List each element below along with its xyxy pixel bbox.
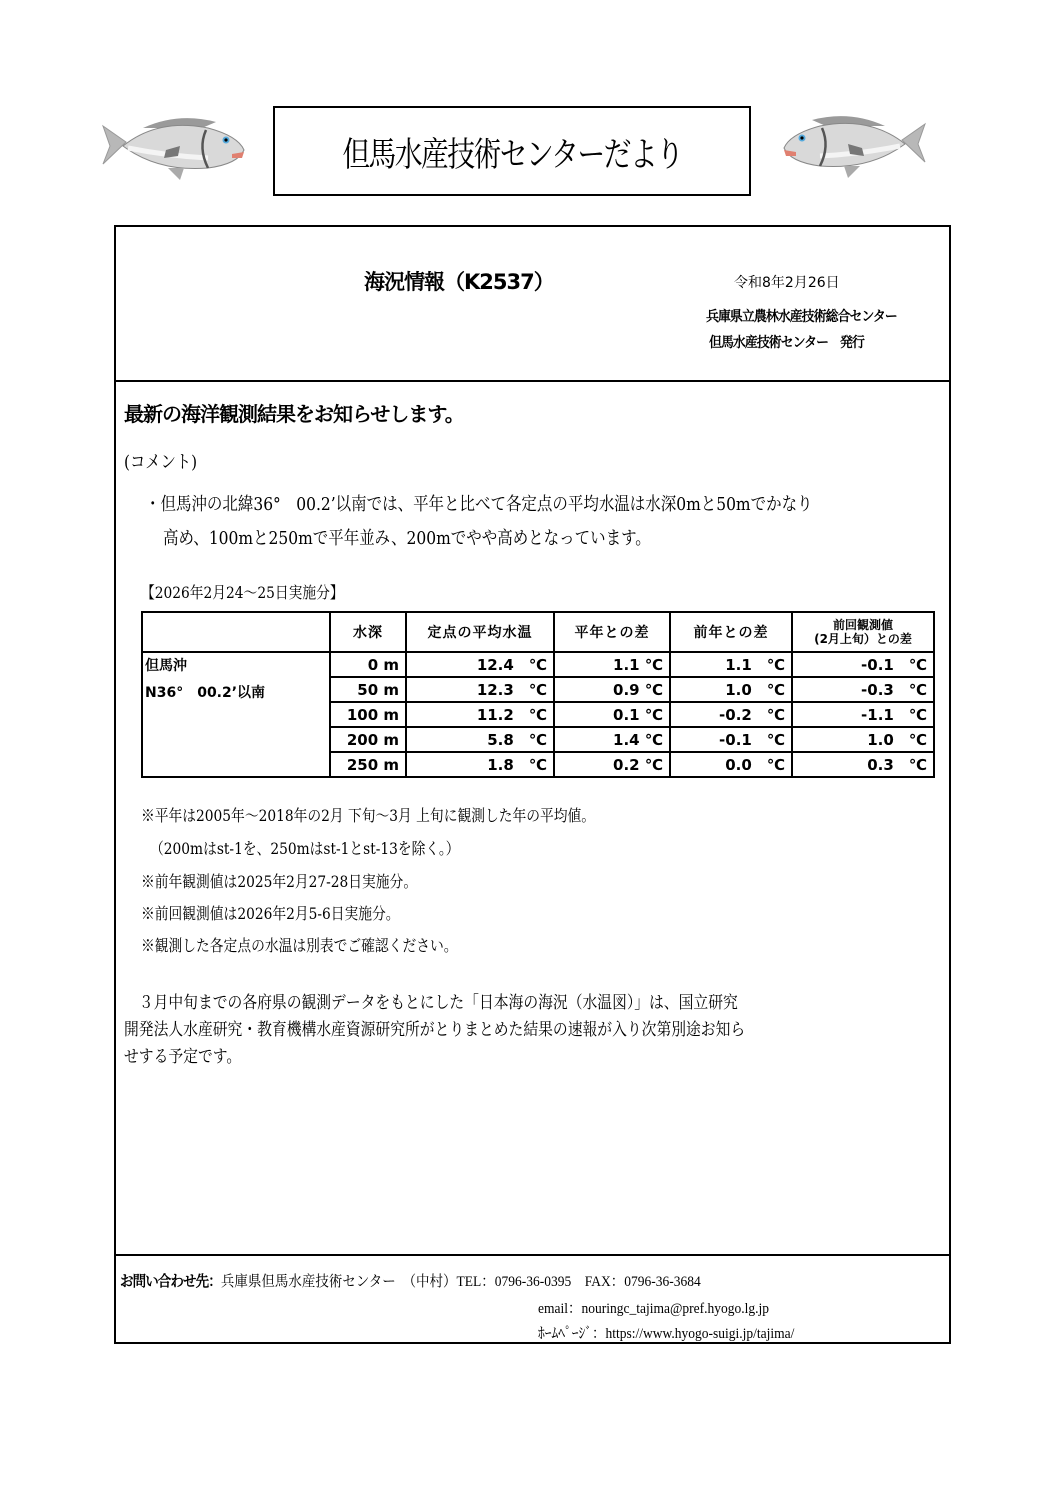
note-see-table: ※観測した各定点の水温は別表でご確認ください。	[141, 936, 458, 955]
depth-cell: 50 m	[330, 677, 406, 702]
paragraph-line-2: 開発法人水産研究・教育機構水産資源研究所がとりまとめた結果の速報が入り次第別途お知ら	[124, 1020, 746, 1040]
issuer-line-2: 但馬水産技術センター 発行	[709, 335, 864, 351]
vs-last-year-cell: 1.1 ℃	[670, 652, 792, 677]
header-vs-previous	[792, 612, 934, 652]
fish-icon-left	[98, 106, 248, 186]
vs-previous-cell: -0.3 ℃	[792, 677, 934, 702]
comment-text-line-2: 高め、100mと250mで平年並み、200mでやや高めとなっています。	[163, 528, 651, 549]
table-row	[142, 652, 934, 677]
comment-label: (コメント)	[124, 452, 198, 473]
observation-table	[141, 611, 935, 778]
fish-icon-right	[780, 104, 930, 184]
contact-label: お問い合わせ先：	[120, 1272, 221, 1290]
depth-cell: 100 m	[330, 702, 406, 727]
header-mean-temp: 定点の平均水温	[406, 612, 554, 652]
issuer-line-1: 兵庫県立農林水産技術総合センター	[706, 309, 897, 325]
header-depth: 水深	[330, 612, 406, 652]
newsletter-title-box	[273, 106, 751, 196]
lead-heading: 最新の海洋観測結果をお知らせします。	[124, 402, 464, 426]
mean-temp-cell: 1.8 ℃	[406, 752, 554, 777]
vs-normal-cell: 1.1 ℃	[554, 652, 670, 677]
note-last-year: ※前年観測値は2025年2月27-28日実施分。	[141, 872, 418, 891]
note-exclusions: （200mはst-1を、250mはst-1とst-13を除く。）	[150, 839, 460, 858]
area-latitude: N36° 00.2’以南	[145, 685, 266, 701]
header-area	[142, 612, 330, 652]
mean-temp-cell: 5.8 ℃	[406, 727, 554, 752]
depth-cell: 200 m	[330, 727, 406, 752]
vs-last-year-cell: -0.2 ℃	[670, 702, 792, 727]
contact-email[interactable]: email：nouringc_tajima@pref.hyogo.lg.jp	[538, 1301, 770, 1317]
vs-last-year-cell: 0.0 ℃	[670, 752, 792, 777]
vs-previous-cell: -0.1 ℃	[792, 652, 934, 677]
vs-last-year-cell: 1.0 ℃	[670, 677, 792, 702]
area-name: 但馬沖	[145, 658, 187, 674]
observation-period: 【2026年2月24～25日実施分】	[141, 583, 344, 602]
vs-previous-cell: 0.3 ℃	[792, 752, 934, 777]
vs-normal-cell: 0.9 ℃	[554, 677, 670, 702]
vs-normal-cell: 1.4 ℃	[554, 727, 670, 752]
table-header-row	[142, 612, 934, 652]
contact-org-phone: 兵庫県但馬水産技術センター （中村）TEL：0796-36-0395 FAX：0796-36-3684	[220, 1274, 701, 1290]
report-title: 海況情報（K2537）	[364, 270, 554, 294]
divider-header	[116, 380, 949, 382]
vs-normal-cell: 0.2 ℃	[554, 752, 670, 777]
paragraph-line-3: せする予定です。	[124, 1047, 242, 1067]
contact-homepage[interactable]: ﾎｰﾑﾍﾟｰｼﾞ：https://www.hyogo-suigi.jp/tajima/	[538, 1326, 795, 1342]
vs-last-year-cell: -0.1 ℃	[670, 727, 792, 752]
contact-line	[120, 1270, 701, 1291]
mean-temp-cell: 12.4 ℃	[406, 652, 554, 677]
note-normal-period: ※平年は2005年～2018年の2月 下旬～3月 上旬に観測した年の平均値。	[141, 806, 596, 825]
header-vs-previous-line-2: (2月上旬）との差	[814, 632, 912, 646]
depth-cell: 250 m	[330, 752, 406, 777]
comment-text-line-1: ・但馬沖の北緯36° 00.2’以南では、平年と比べて各定点の平均水温は水深0mと50mでかなり	[145, 494, 813, 515]
depth-cell: 0 m	[330, 652, 406, 677]
area-cell	[142, 652, 330, 777]
mean-temp-cell: 11.2 ℃	[406, 702, 554, 727]
header-vs-last-year: 前年との差	[670, 612, 792, 652]
paragraph-line-1: ３月中旬までの各府県の観測データをもとにした「日本海の海況（水温図）」は、国立研究	[124, 993, 738, 1013]
report-frame	[114, 225, 951, 1344]
newsletter-title: 但馬水産技術センターだより	[341, 134, 682, 175]
vs-normal-cell: 0.1 ℃	[554, 702, 670, 727]
header-vs-normal: 平年との差	[554, 612, 670, 652]
header-vs-previous-line-1: 前回観測値	[832, 618, 893, 632]
note-previous: ※前回観測値は2026年2月5-6日実施分。	[141, 904, 400, 923]
vs-previous-cell: -1.1 ℃	[792, 702, 934, 727]
vs-previous-cell: 1.0 ℃	[792, 727, 934, 752]
report-date: 令和8年2月26日	[734, 275, 840, 291]
divider-footer	[116, 1254, 949, 1256]
mean-temp-cell: 12.3 ℃	[406, 677, 554, 702]
